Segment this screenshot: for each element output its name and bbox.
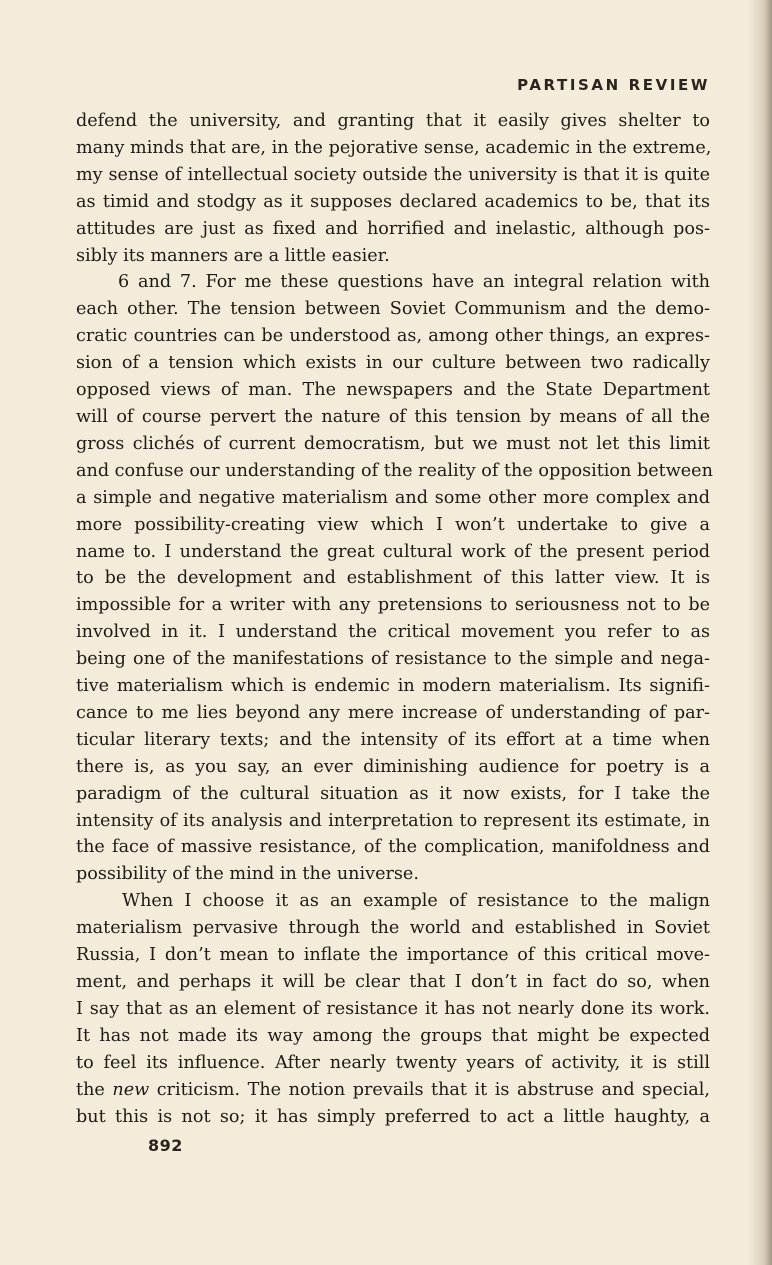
text-line: gross clichés of current democratism, but we must not let this limit <box>76 433 710 454</box>
text-line: there is, as you say, an ever diminishing audience for poetry is a <box>76 756 710 777</box>
text-line: each other. The tension between Soviet Communism and the demo- <box>76 299 710 320</box>
text-line: will of course pervert the nature of this tension by means of all the <box>76 406 710 427</box>
text-line: many minds that are, in the pejorative sense, academic in the extreme, <box>76 137 712 158</box>
text-line: intensity of its analysis and interpretation to represent its estimate, in <box>76 810 710 831</box>
text-line: sion of a tension which exists in our culture between two radically <box>76 353 710 374</box>
text-line: cance to me lies beyond any mere increase of understanding of par- <box>76 702 710 723</box>
text-line: being one of the manifestations of resistance to the simple and nega- <box>76 649 710 670</box>
paragraph-2 <box>76 269 713 888</box>
text-line: cratic countries can be understood as, among other things, an expres- <box>76 326 710 347</box>
text-line: Russia, I don’t mean to inflate the importance of this critical move- <box>76 945 710 966</box>
text-line: the face of massive resistance, of the complication, manifoldness and <box>76 837 710 858</box>
text-line: opposed views of man. The newspapers and the State Department <box>76 380 710 401</box>
text-line: more possibility-creating view which I won’t undertake to give a <box>76 514 710 535</box>
text-line: defend the university, and granting that it easily gives shelter to <box>76 111 710 131</box>
text-line: to feel its influence. After nearly twenty years of activity, it is still <box>76 1052 710 1073</box>
text-line: attitudes are just as fixed and horrified and inelastic, although pos- <box>76 218 710 239</box>
text-line: involved in it. I understand the critical movement you refer to as <box>76 622 710 643</box>
text-line: sibly its manners are a little easier. <box>76 245 390 266</box>
paragraph-1 <box>76 108 710 269</box>
body-text <box>76 108 713 1130</box>
text-line: impossible for a writer with any pretensions to seriousness not to be <box>76 595 710 616</box>
text-line: but this is not so; it has simply preferred to act a little haughty, a <box>76 1106 710 1127</box>
text-line <box>76 1077 710 1104</box>
text-line: to be the development and establishment of this latter view. It is <box>76 568 710 589</box>
text-line: I say that as an element of resistance it has not nearly done its work. <box>76 998 710 1019</box>
text-line: my sense of intellectual society outside the university is that it is quite <box>76 164 710 185</box>
text-line: a simple and negative materialism and some other more complex and <box>76 487 710 508</box>
text-fragment: the <box>76 1079 113 1100</box>
page-number: 892 <box>148 1136 183 1155</box>
text-line: materialism pervasive through the world and established in Soviet <box>76 918 710 939</box>
text-line: paradigm of the cultural situation as it now exists, for I take the <box>76 783 710 804</box>
text-line: tive materialism which is endemic in modern materialism. Its signifi- <box>76 676 710 697</box>
text-line: ment, and perhaps it will be clear that I don’t in fact do so, when <box>76 972 710 992</box>
text-line: name to. I understand the great cultural work of the present period <box>76 541 710 562</box>
text-line: ticular literary texts; and the intensity of its effort at a time when <box>76 729 710 750</box>
text-line: It has not made its way among the groups that might be expected <box>76 1025 710 1046</box>
text-line: possibility of the mind in the universe. <box>76 864 419 885</box>
text-line: When I choose it as an example of resistance to the malign <box>122 891 710 912</box>
text-fragment: criticism. The notion prevails that it is abstruse and special, <box>149 1079 711 1100</box>
running-head: PARTISAN REVIEW <box>517 76 710 94</box>
text-line: and confuse our understanding of the reality of the opposition between <box>76 460 713 481</box>
italic-word: new <box>112 1079 150 1100</box>
text-line: 6 and 7. For me these questions have an integral relation with <box>118 272 710 293</box>
paragraph-3 <box>76 888 710 1130</box>
text-line: as timid and stodgy as it supposes declared academics to be, that its <box>76 191 710 212</box>
